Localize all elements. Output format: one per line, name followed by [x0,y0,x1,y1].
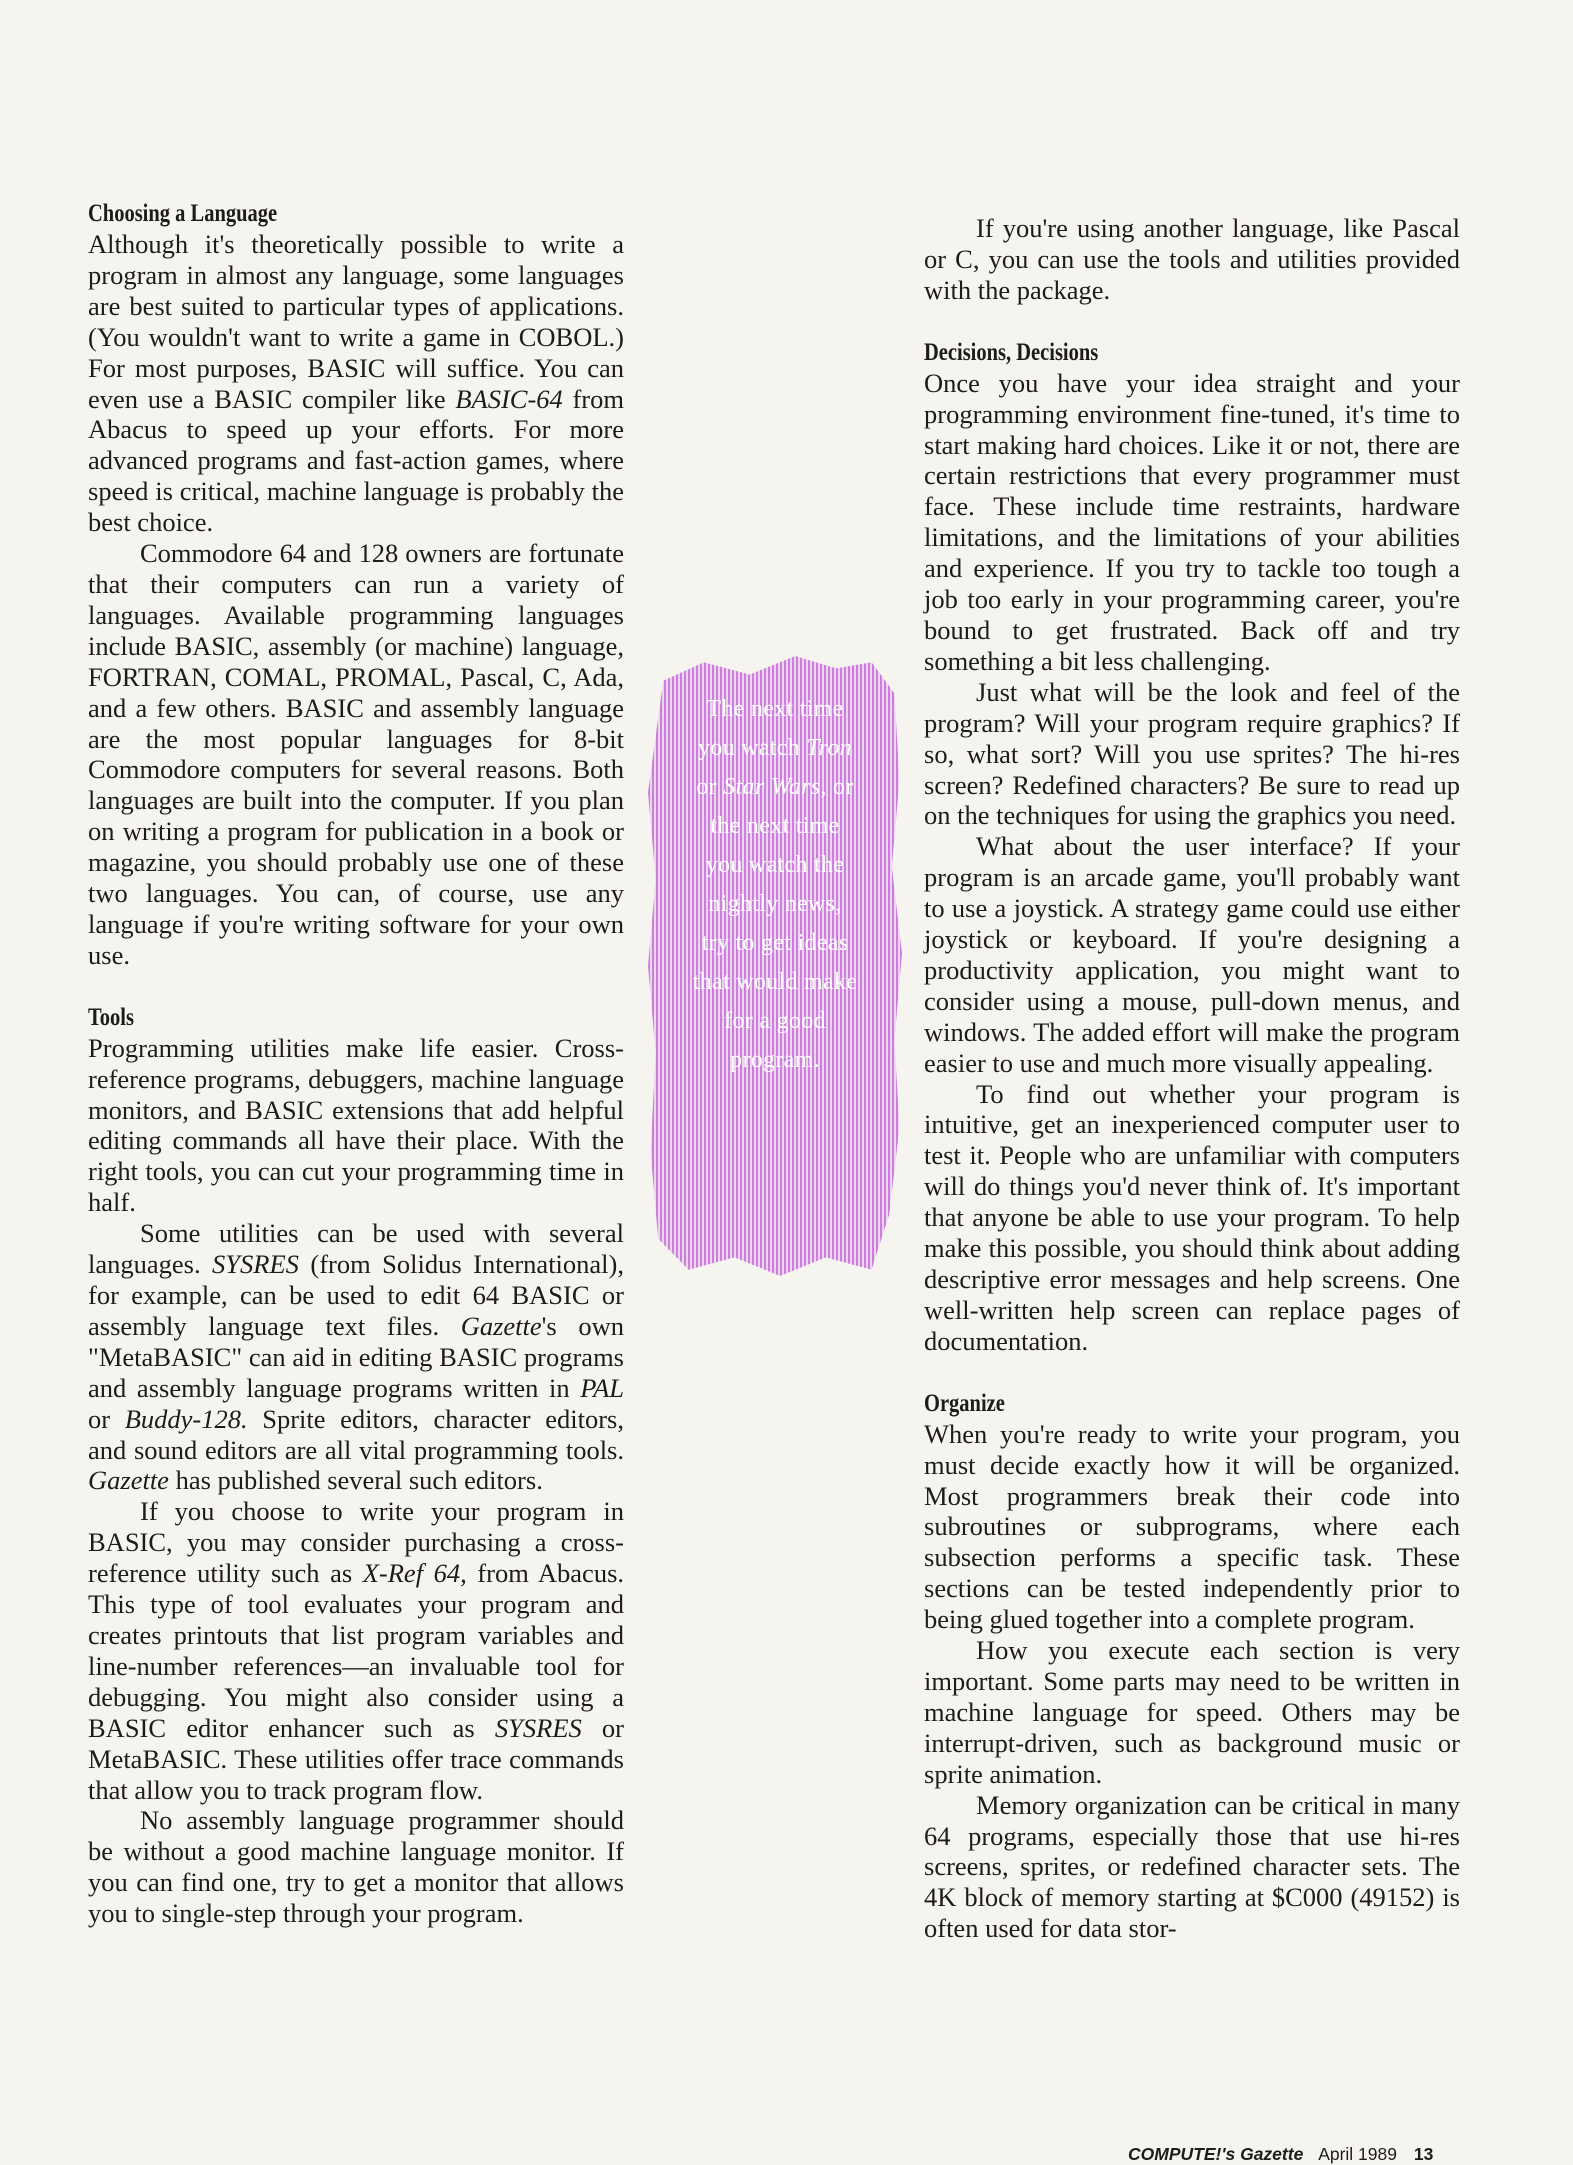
heading-choosing-a-language: Choosing a Language [88,200,278,227]
organize-paragraph-3: Memory organization can be critical in many 64 programs, especially those that use hi-res screens, sprites, or redefined character sets. The 4K block of memory starting at $C000 (49152) is often used for data stor- [924,1789,1460,1944]
section-gap [88,971,624,1002]
organize-paragraph-2: How you execute each section is very important. Some parts may need to be written in machine language for speed. Others may be interrupt-driven, such as background music or sprite animation. [924,1635,1460,1789]
decisions-paragraph-4: To find out whether your program is intuitive, get an inexperienced computer user to test it. People who are unfamiliar with computers will do things you'd never think of. It's important that anyone be able to use your program. To help make this possible, you should think about adding descriptive error messages and help screens. One well-written help screen can replace pages of documentation. [924,1078,1460,1356]
tools-paragraph-4: No assembly language programmer should be without a good machine language monitor. If you can find one, try to get a monitor that allows you to single-step through your program. [88,1805,624,1929]
pull-quote: The next time you watch Tron or Star Wars, or the next time you watch the nightly news, try to get ideas that would make for a good program. [692,696,858,1073]
page-footer [1128,2144,1433,2165]
choosing-paragraph-2: Commodore 64 and 128 owners are fortunate that their computers can run a variety of languages. Available programming languages include BASIC, assembly (or machine) language, FORTRAN, COMAL, PROMAL, Pascal, C, Ada, and a few others. BASIC and assembly language are the most popular languages for 8-bit Commodore computers for several reasons. Both languages are built into the computer. If you plan on writing a program for publication in a book or magazine, you should probably use one of these two languages. You can, of course, use any language if you're writing software for your own use. [88,538,624,970]
product-name-basic-64: BASIC-64 [455,383,563,414]
tools-paragraph-2: Some utilities can be used with several languages. SYSRES (from Solidus International), for example, can be used to edit 64 BASIC or assembly language text files. Gazette's own "MetaBASIC" can aid in editing BASIC programs and assembly language programs written in PAL or Buddy-128. Sprite editors, character editors, and sound editors are all vital programming tools. Gazette has published several such editors. [88,1218,624,1496]
tools-paragraph-1: Programming utilities make life easier. Cross-reference programs, debuggers, machine language monitors, and BASIC extensions that add helpful editing commands all have their place. With the right tools, you can cut your programming time in half. [88,1032,624,1218]
decisions-paragraph-3: What about the user interface? If your program is an arcade game, you'll probably want to use a joystick. A strategy game could use either joystick or keyboard. If you're designing a productivity application, you might want to consider using a mouse, pull-down menus, and windows. The added effort will make the program easier to use and much more visually appealing. [924,831,1460,1078]
decisions-paragraph-2: Just what will be the look and feel of the program? Will your program require graphics? If so, what sort? Will you use sprites? The hi-res screen? Redefined characters? Be sure to read up on the techniques for using the graphics you need. [924,676,1460,831]
intro-paragraph: If you're using another language, like Pascal or C, you can use the tools and utilities provided with the package. [924,213,1460,305]
heading-tools: Tools [88,1003,134,1031]
tools-paragraph-3: If you choose to write your program in BASIC, you may consider purchasing a cross-reference utility such as X-Ref 64, from Abacus. This type of tool evaluates your program and creates printouts that list program variables and line-number references—an invaluable tool for debugging. You might also consider using a BASIC editor enhancer such as SYSRES or MetaBASIC. These utilities offer trace commands that allow you to track program flow. [88,1496,625,1805]
magazine-title: COMPUTE!'s Gazette [1128,2144,1304,2164]
choosing-paragraph-1: Although it's theoretically possible to write a program in almost any language, some languages are best suited to particular types of applications. (You wouldn't want to write a game in COBOL.) For most purposes, BASIC will suffice. You can even use a BASIC compiler like BASIC-64 from Abacus to speed up your efforts. For more advanced programs and fast-action games, where speed is critical, machine language is probably the best choice. [88,229,624,538]
heading-organize: Organize [924,1389,1005,1417]
issue-date: April 1989 [1318,2144,1397,2164]
decisions-paragraph-1: Once you have your idea straight and your programming environment fine-tuned, it's time to start making hard choices. Like it or not, there are certain restrictions that every programmer must face. These include time restraints, hardware limitations, and the limitations of your abilities and experience. If you try to tackle too tough a job too early in your programming career, you're bound to get frustrated. Back off and try something a bit less challenging. [924,367,1460,676]
heading-decisions: Decisions, Decisions [924,338,1099,366]
section-gap [924,1357,1460,1388]
section-gap [924,306,1460,337]
right-column [924,213,1460,1944]
organize-paragraph-1: When you're ready to write your program, you must decide exactly how it will be organized. Most programmers break their code into subroutines or subprograms, where each subsection performs a specific task. These sections can be tested independently prior to being glued together into a complete program. [924,1418,1460,1635]
page-number: 13 [1413,2144,1434,2164]
left-column [88,198,624,1929]
